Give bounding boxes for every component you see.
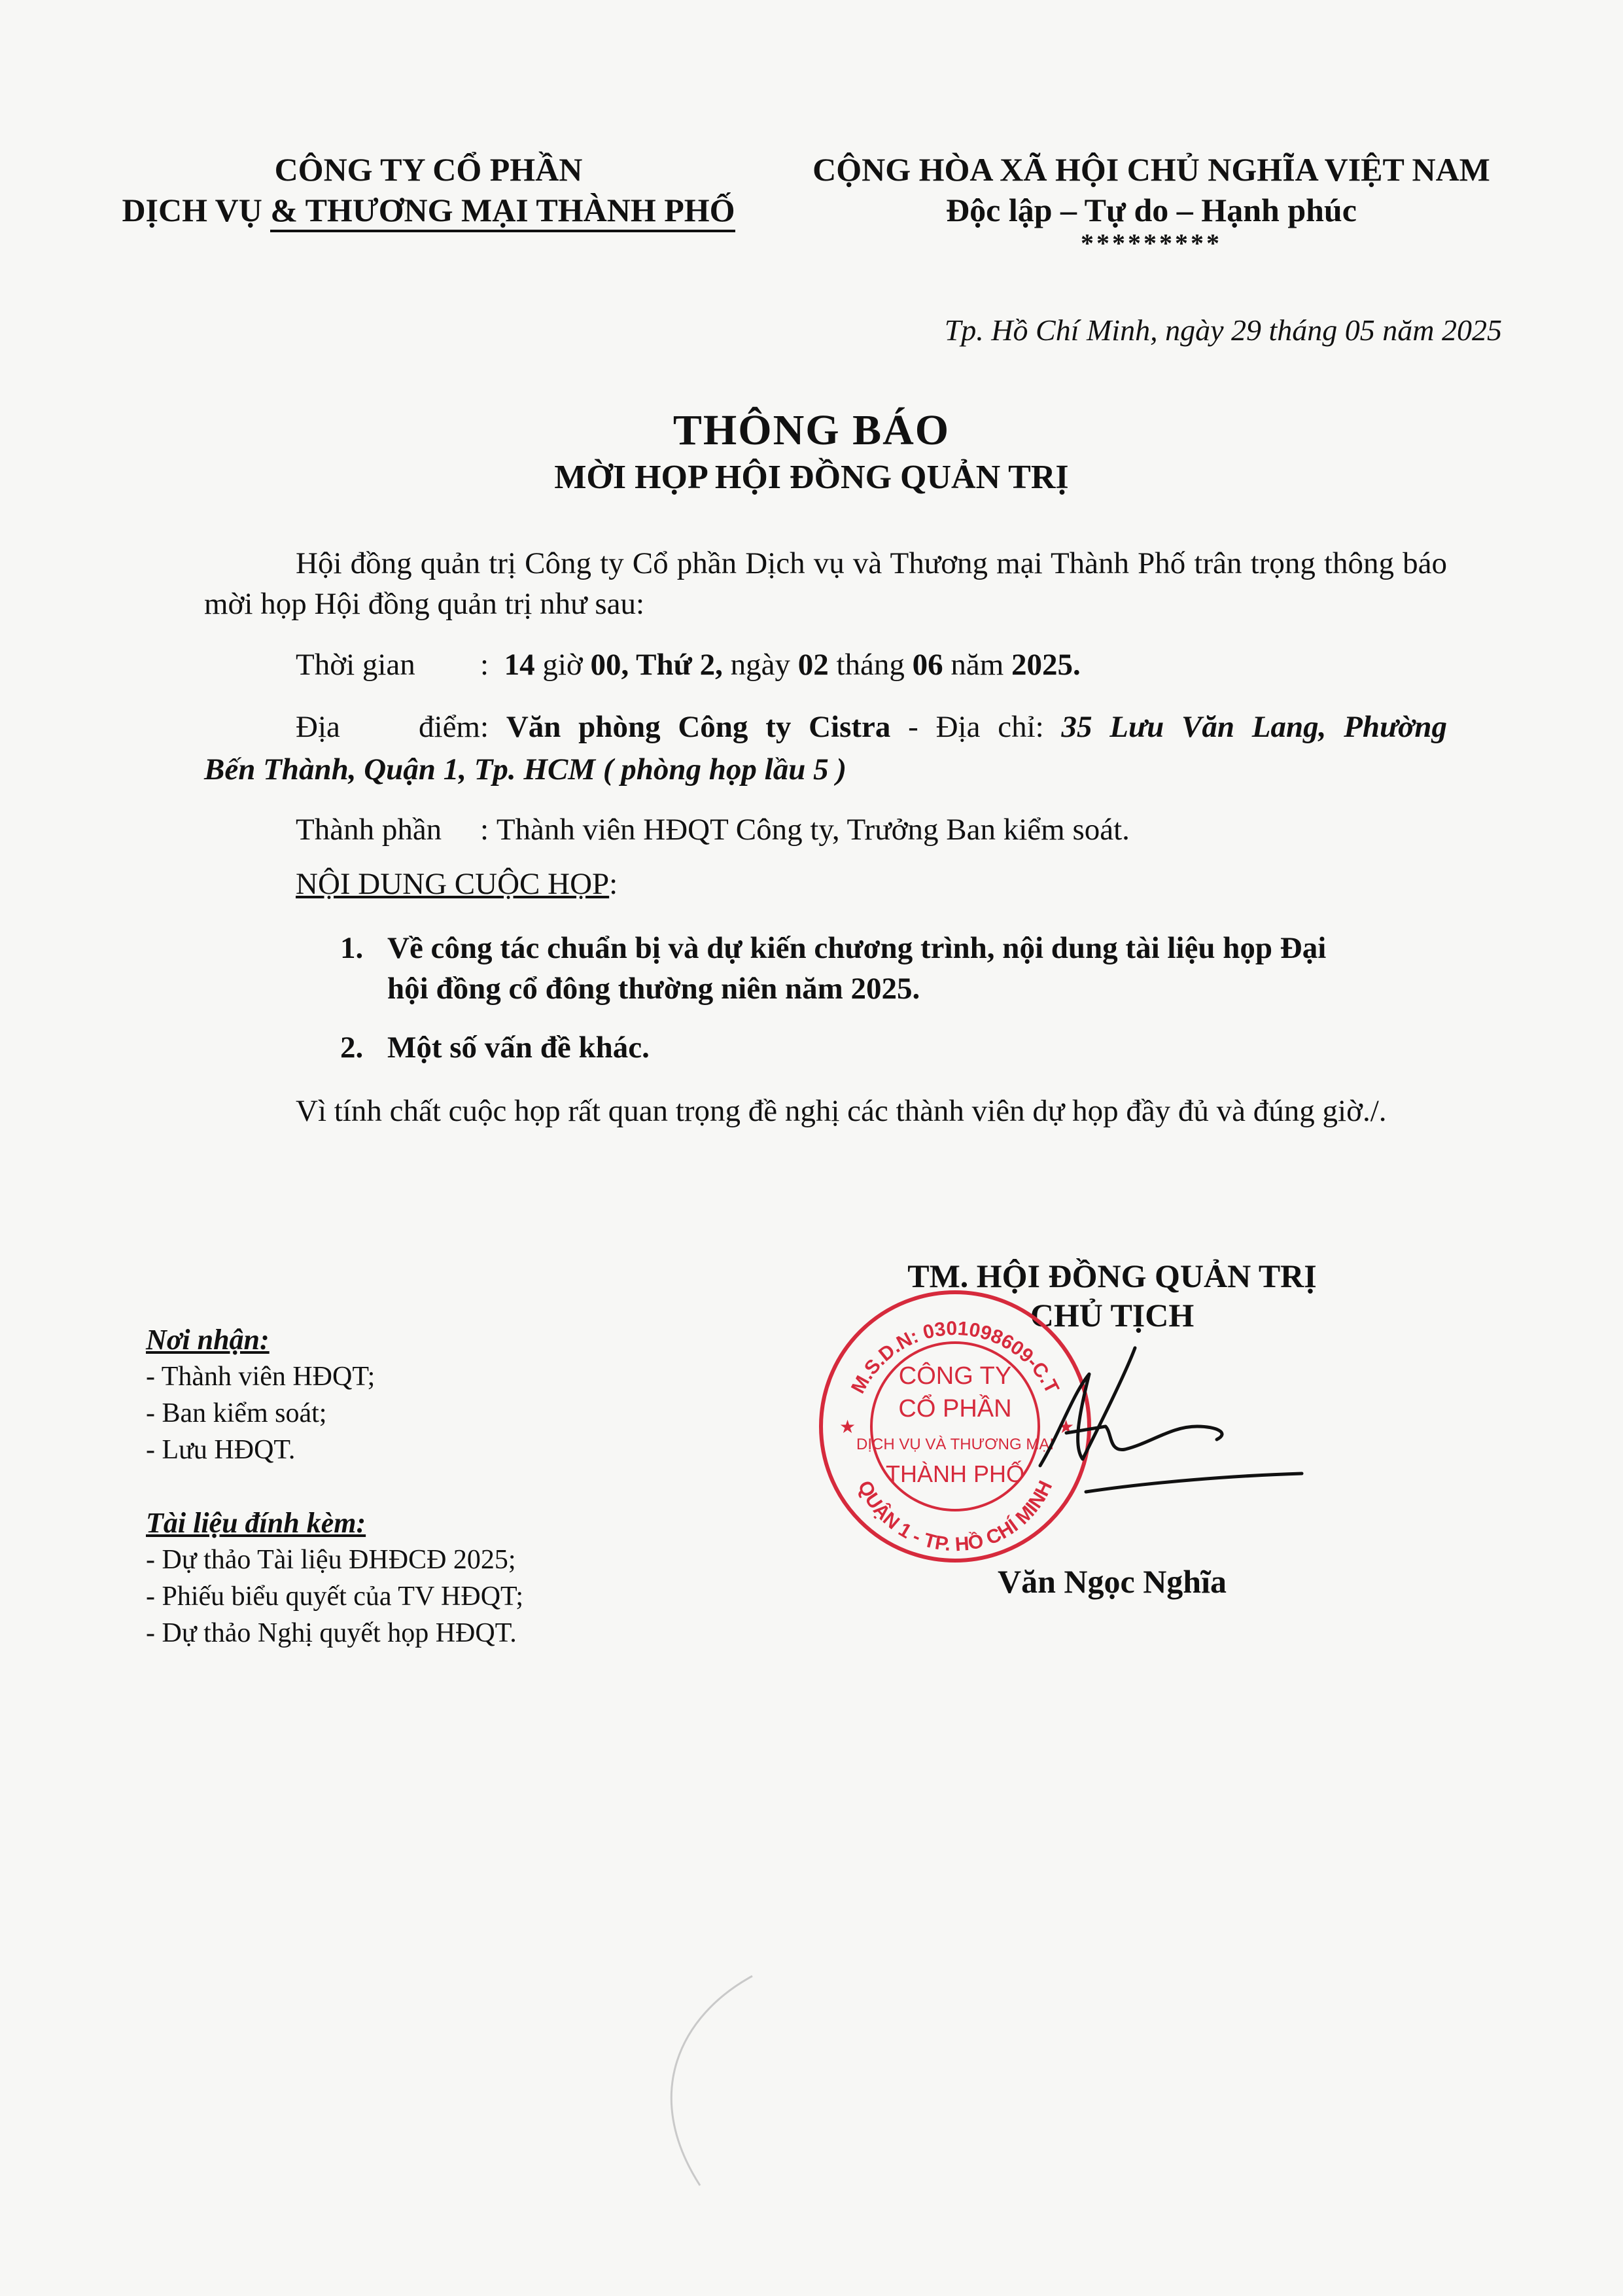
signature-title: TM. HỘI ĐỒNG QUẢN TRỊ CHỦ TỊCH xyxy=(907,1258,1317,1333)
attachments-heading: Tài liệu đính kèm: xyxy=(146,1507,366,1539)
attachment-item: - Dự thảo Tài liệu ĐHĐCĐ 2025; xyxy=(146,1545,516,1575)
company-name-line2: DỊCH VỤ & THƯƠNG MẠI THÀNH PHỐ xyxy=(79,190,778,230)
recipient-item: - Lưu HĐQT. xyxy=(146,1435,296,1465)
attachment-item: - Phiếu biểu quyết của TV HĐQT; xyxy=(146,1581,524,1612)
attachment-item: - Dự thảo Nghị quyết họp HĐQT. xyxy=(146,1618,517,1648)
company-header xyxy=(79,149,778,230)
national-motto: Độc lập – Tự do – Hạnh phúc xyxy=(946,192,1357,228)
meeting-location-row: Địa điểm: Văn phòng Công ty Cistra - Địa chỉ: 35 Lưu Văn Lang, Phường xyxy=(296,707,1447,747)
participants-label: Thành phần xyxy=(296,813,442,847)
recipient-item: - Thành viên HĐQT; xyxy=(146,1362,375,1392)
intro-paragraph: Hội đồng quản trị Công ty Cổ phần Dịch vụ và Thương mại Thành Phố trân trọng thông báo mời họp Hội đồng quản trị như sau: xyxy=(204,546,1447,621)
closing-paragraph: Vì tính chất cuộc họp rất quan trọng đề nghị các thành viên dự họp đầy đủ và đúng giờ./. xyxy=(296,1094,1387,1128)
handwritten-signature xyxy=(1021,1335,1308,1511)
location-name: Văn phòng Công ty Cistra xyxy=(506,710,891,744)
header-stars: ********* xyxy=(1081,228,1222,258)
agenda-heading: NỘI DUNG CUỘC HỌP: xyxy=(296,867,618,901)
recipients-block xyxy=(146,1322,375,1468)
svg-text:★: ★ xyxy=(1058,1417,1075,1437)
svg-text:DỊCH VỤ VÀ THƯƠNG MẠI: DỊCH VỤ VÀ THƯƠNG MẠI xyxy=(856,1436,1054,1453)
agenda-item-2: 2. Một số vấn đề khác. xyxy=(340,1031,650,1065)
location-address-cont: Bến Thành, Quận 1, Tp. HCM ( phòng họp lầu 5 ) xyxy=(204,752,847,786)
recipients-heading: Nơi nhận: xyxy=(146,1324,270,1356)
meeting-time-row: Thời gian : 14 giờ 00, Thứ 2, ngày 02 tháng 06 năm 2025. xyxy=(296,645,1081,685)
location-label: Địa điểm xyxy=(296,710,480,744)
participants-row: Thành phần : Thành viên HĐQT Công ty, Trưởng Ban kiểm soát. xyxy=(296,809,1130,850)
svg-text:QUẬN 1 - TP. HỒ CHÍ MINH: QUẬN 1 - TP. HỒ CHÍ MINH xyxy=(853,1477,1057,1556)
svg-text:★: ★ xyxy=(839,1417,856,1437)
recipient-item: - Ban kiểm soát; xyxy=(146,1398,327,1428)
location-address: 35 Lưu Văn Lang, Phường xyxy=(1061,710,1447,744)
time-label: Thời gian xyxy=(296,648,415,682)
svg-text:CÔNG TY: CÔNG TY xyxy=(898,1362,1012,1390)
document-title: THÔNG BÁO xyxy=(672,406,951,454)
signer-name: Văn Ngọc Nghĩa xyxy=(997,1563,1227,1600)
date-line: Tp. Hồ Chí Minh, ngày 29 tháng 05 năm 2025 xyxy=(944,313,1502,347)
document-subtitle: MỜI HỌP HỘI ĐỒNG QUẢN TRỊ xyxy=(554,459,1069,496)
national-title: CỘNG HÒA XÃ HỘI CHỦ NGHĨA VIỆT NAM xyxy=(812,151,1490,188)
agenda-item-1: 1. Về công tác chuẩn bị và dự kiến chương trình, nội dung tài liệu họp Đại hội đồng cổ đông thường niên năm 2025. xyxy=(340,931,1327,1006)
svg-text:M.S.D.N: 0301098609-C.T: M.S.D.N: 0301098609-C.T xyxy=(847,1317,1063,1398)
scan-mark xyxy=(628,1963,759,2199)
company-name-underlined: & THƯƠNG MẠI THÀNH PHỐ xyxy=(270,192,735,232)
company-name-line1: CÔNG TY CỔ PHẦN xyxy=(274,151,583,188)
svg-text:CỔ PHẦN: CỔ PHẦN xyxy=(898,1395,1012,1422)
national-header xyxy=(772,149,1531,256)
attachments-block xyxy=(146,1505,523,1651)
svg-text:THÀNH PHỐ: THÀNH PHỐ xyxy=(885,1460,1025,1487)
